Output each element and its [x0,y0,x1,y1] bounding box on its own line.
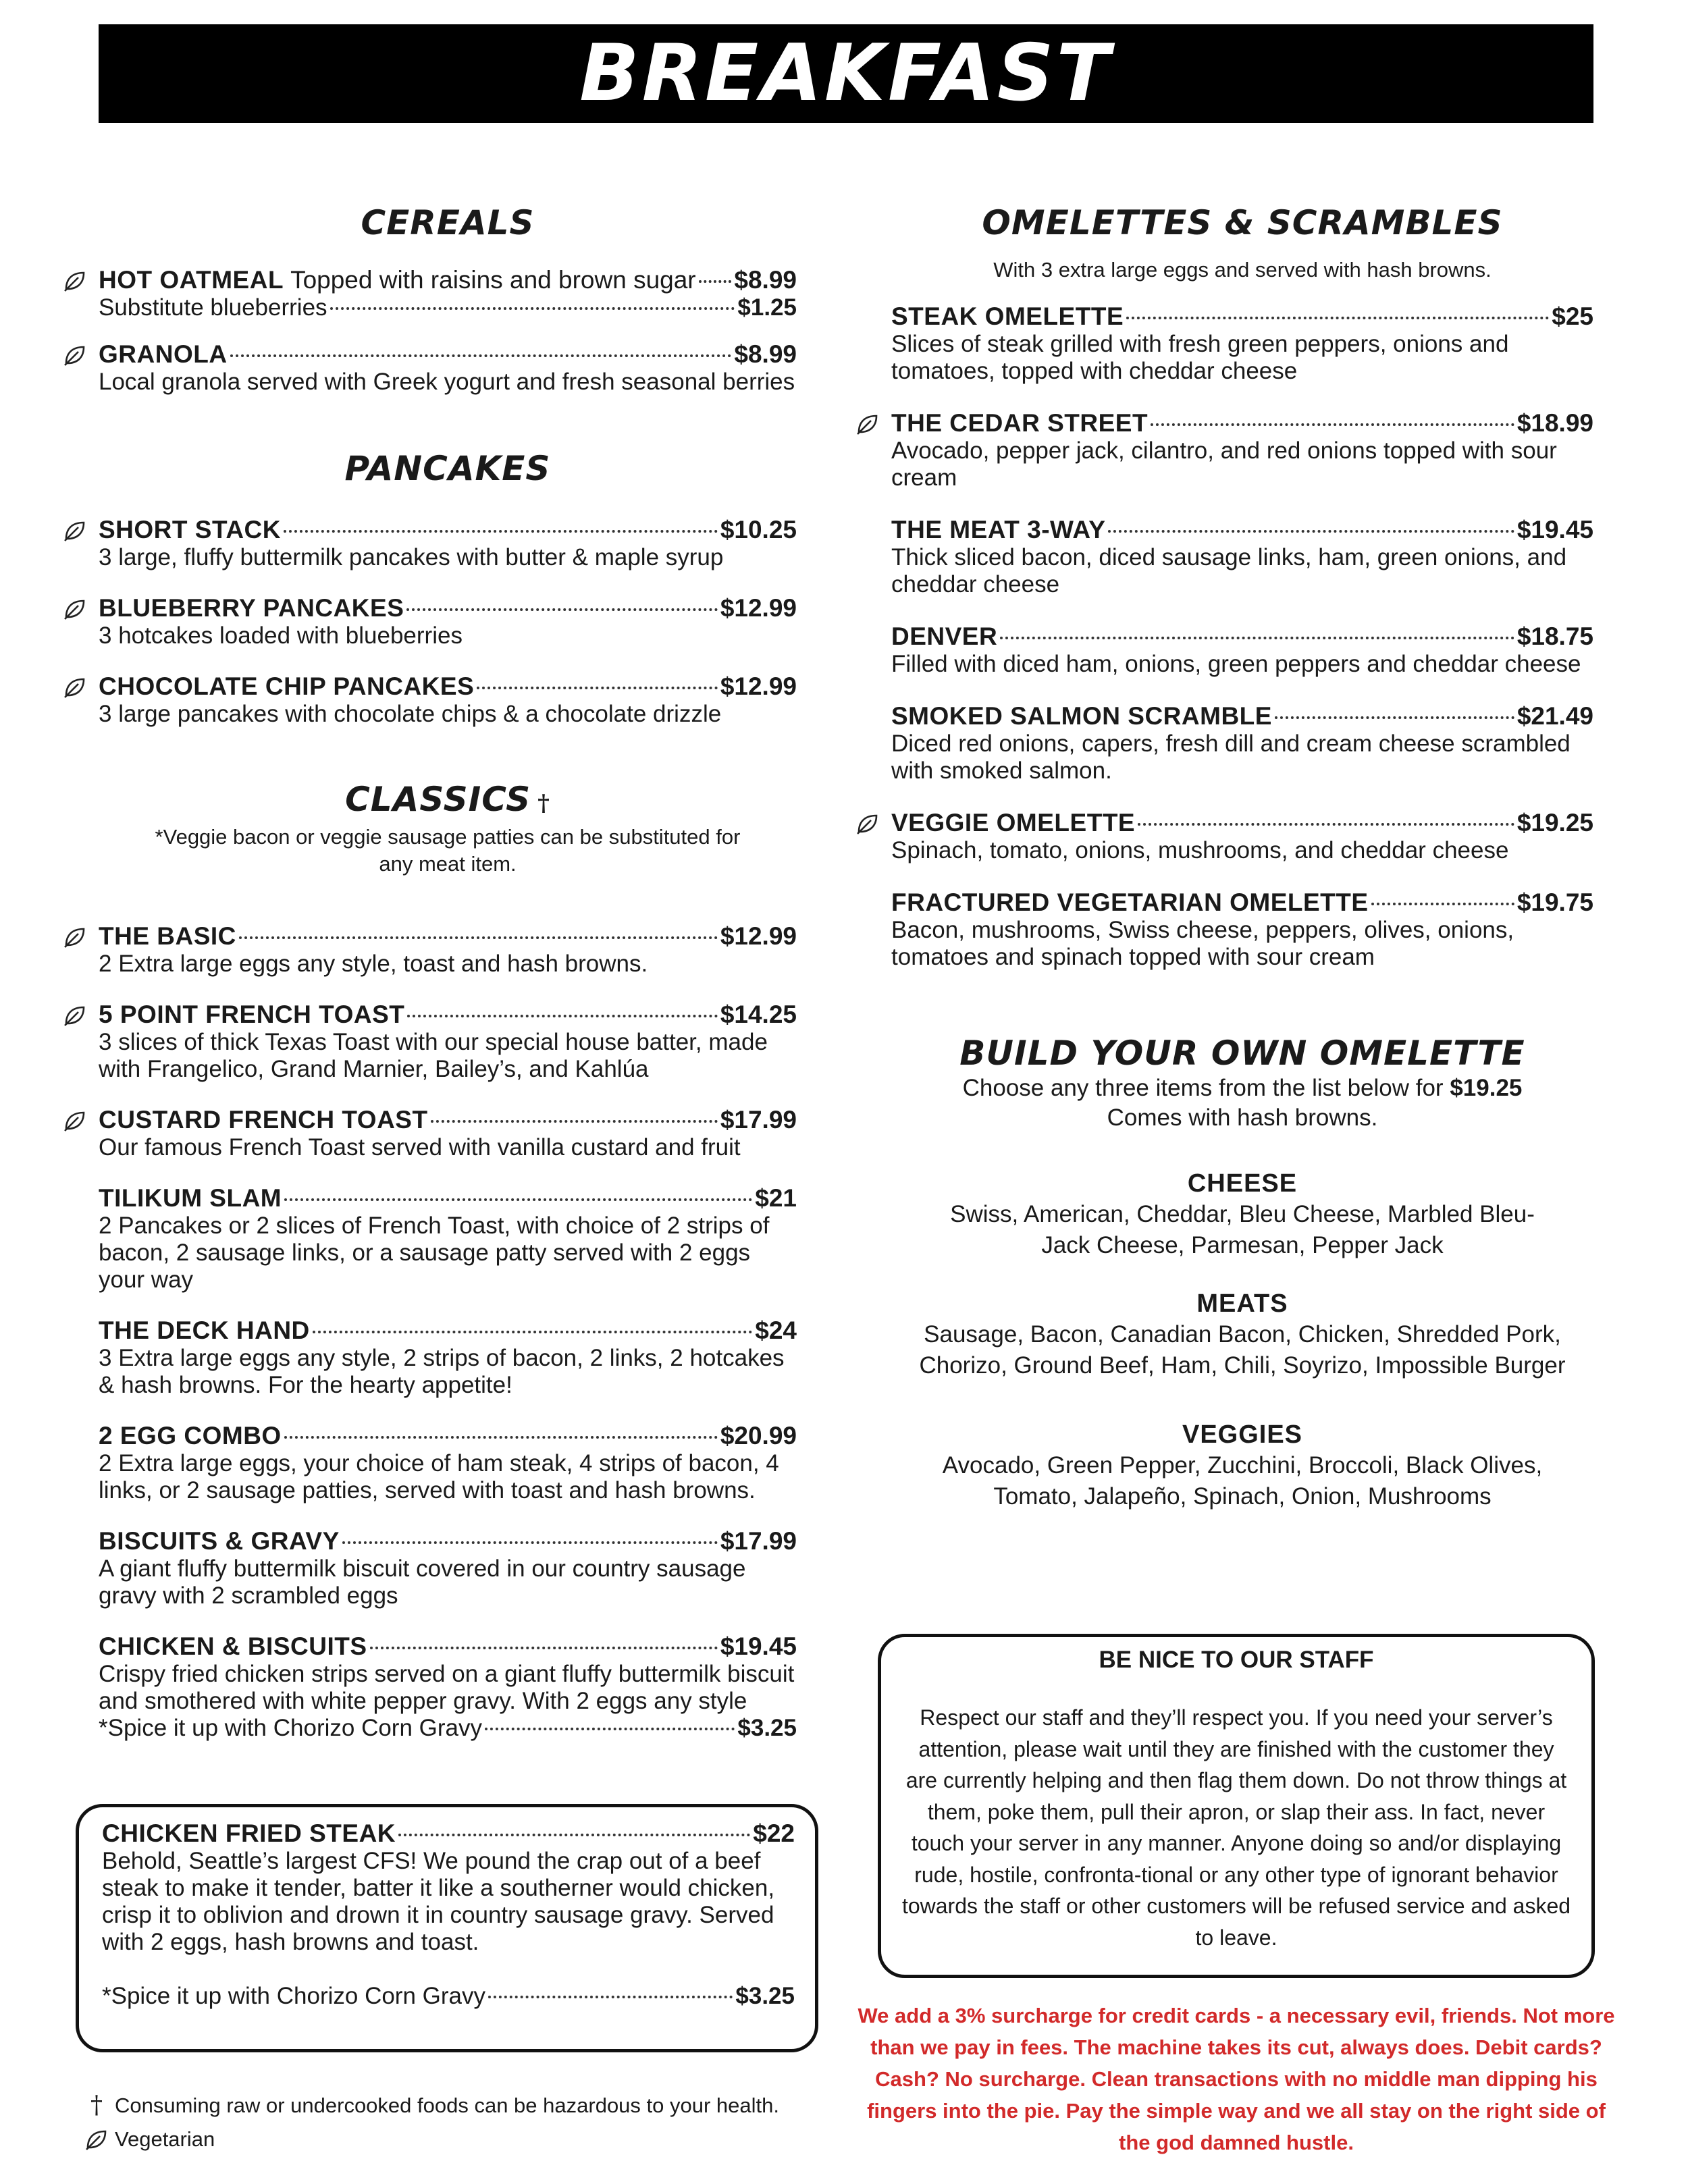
leaf-icon [63,676,86,698]
item-price: $18.99 [1516,409,1593,437]
item-price: $22 [753,1819,795,1847]
meats-list: Sausage, Bacon, Canadian Bacon, Chicken, Shredded Pork, Chorizo, Ground Beef, Ham, Chili, Soyrizo, Impossible Burger [919,1321,1566,1379]
item-name: TILIKUM SLAM [99,1184,282,1212]
menu-item [99,672,797,728]
item-desc: Bacon, mushrooms, Swiss cheese, peppers, olives, onions, tomatoes and spinach topped with sour cream [891,917,1514,970]
item-price: $17.99 [720,1106,797,1134]
menu-item [99,1106,797,1161]
menu-item [99,266,797,321]
item-sub-price: $1.25 [737,294,797,321]
left-column [99,203,797,1742]
item-sub-price: $3.25 [737,1715,797,1741]
item-name: BISCUITS & GRAVY [99,1527,340,1555]
item-desc: Behold, Seattle’s largest CFS! We pound the crap out of a beef steak to make it tender, batter it like a southerner would chicken, crisp it to oblivion and drown it in country sausage gravy. Served with 2 eggs, hash browns and toast. [102,1848,775,1955]
item-desc: 3 large, fluffy buttermilk pancakes with butter & maple syrup [99,544,724,570]
staff-notice-text: Respect our staff and they’ll respect you. If you need your server’s attention, please wait until they are finished with the customer they are currently helping and then flag them down. Do not throw things at them, poke them, pull their apron, or slap their ass. In fact, never touch your server in any manner. Anyone doing so and/or displaying rude, hostile, confronta-tional or any other type of ignorant behavior towards the staff or other customers will be refused service and asked to leave. [901,1705,1571,1950]
menu-item [891,516,1593,598]
item-price: $19.45 [1516,516,1593,543]
chicken-fried-steak-box [76,1804,818,2052]
item-name: THE MEAT 3-WAY [891,516,1106,543]
item-price: $12.99 [720,594,797,622]
classics-title-text: CLASSICS [345,780,531,819]
item-name: THE BASIC [99,922,236,950]
item-name: SHORT STACK [99,516,281,543]
menu-item [99,1316,797,1399]
menu-item [99,922,797,978]
veggies-list: Avocado, Green Pepper, Zucchini, Broccoli, Black Olives, Tomato, Jalapeño, Spinach, Onion, Mushrooms [942,1452,1543,1510]
build-intro-text: Choose any three items from the list below for [962,1075,1444,1101]
meats-heading: MEATS [1196,1289,1288,1318]
item-desc: 2 Pancakes or 2 slices of French Toast, with choice of 2 strips of bacon, 2 sausage links, or a sausage patty served with 2 eggs your way [99,1213,770,1293]
item-name: HOT OATMEAL [99,266,284,294]
item-sub-label: Substitute blueberries [99,294,327,321]
omelettes-title: OMELETTES & SCRAMBLES [982,203,1503,242]
item-desc: Filled with diced ham, onions, green peppers and cheddar cheese [891,651,1581,677]
build-omelette-title: BUILD YOUR OWN OMELETTE [959,1034,1525,1073]
build-price: $19.25 [1450,1075,1523,1101]
menu-item [99,1184,797,1294]
item-desc: 2 Extra large eggs any style, toast and hash browns. [99,951,648,977]
item-name: FRACTURED VEGETARIAN OMELETTE [891,888,1369,916]
cereals-title: CEREALS [361,203,535,242]
omelettes-note: With 3 extra large eggs and served with hash browns. [993,258,1492,282]
classics-title [99,779,797,824]
menu-item [891,809,1593,864]
item-price: $19.75 [1516,888,1593,916]
cheese-heading: CHEESE [1187,1169,1298,1198]
item-name: CHOCOLATE CHIP PANCAKES [99,672,475,700]
item-desc: Spinach, tomato, onions, mushrooms, and cheddar cheese [891,837,1509,863]
menu-item [99,340,797,396]
item-name: GRANOLA [99,340,228,368]
item-sub-label: *Spice it up with Chorizo Corn Gravy [99,1715,482,1741]
item-price: $24 [755,1316,797,1344]
menu-item [891,622,1593,678]
leaf-icon [63,270,86,292]
leaf-icon [856,813,879,834]
leaf-icon [63,598,86,620]
footnotes [85,2089,779,2156]
menu-item [99,1001,797,1083]
leaf-icon [63,1005,86,1026]
page-title: BREAKFAST [99,24,1593,123]
item-desc: Our famous French Toast served with vanilla custard and fruit [99,1134,741,1161]
menu-item [891,888,1593,971]
menu-item [99,516,797,571]
build-intro-line2: Comes with hash browns. [1107,1104,1378,1131]
item-price: $21 [755,1184,797,1212]
footnote-raw-food: Consuming raw or undercooked foods can be hazardous to your health. [115,2094,779,2117]
item-price: $20.99 [720,1422,797,1449]
item-price: $10.25 [720,516,797,543]
item-price: $12.99 [720,922,797,950]
item-desc: Slices of steak grilled with fresh green peppers, onions and tomatoes, topped with cheddar cheese [891,331,1509,384]
menu-item [891,409,1593,491]
leaf-icon [63,520,86,541]
leaf-icon [856,413,879,435]
item-price: $12.99 [720,672,797,700]
menu-item [891,302,1593,385]
staff-notice-box [878,1634,1595,1978]
cheese-list: Swiss, American, Cheddar, Bleu Cheese, Marbled Bleu-Jack Cheese, Parmesan, Pepper Jack [950,1201,1535,1258]
item-desc: Thick sliced bacon, diced sausage links, ham, green onions, and cheddar cheese [891,544,1567,597]
item-desc: 3 Extra large eggs any style, 2 strips of bacon, 2 links, 2 hotcakes & hash browns. For the hearty appetite! [99,1345,785,1398]
item-name: BLUEBERRY PANCAKES [99,594,404,622]
classics-note: *Veggie bacon or veggie sausage patties can be substituted for any meat item. [155,825,741,876]
item-desc: 2 Extra large eggs, your choice of ham steak, 4 strips of bacon, 4 links, or 2 sausage patties, served with toast and hash browns. [99,1450,779,1503]
item-price: $18.75 [1516,622,1593,650]
item-desc: 3 slices of thick Texas Toast with our special house batter, made with Frangelico, Grand Marnier, Bailey’s, and Kahlúa [99,1029,768,1082]
menu-item [99,1527,797,1609]
item-name: THE DECK HAND [99,1316,310,1344]
leaf-icon [63,344,86,366]
item-price: $17.99 [720,1527,797,1555]
item-name: CHICKEN & BISCUITS [99,1632,367,1660]
item-name: DENVER [891,622,998,650]
item-sub-label: *Spice it up with Chorizo Corn Gravy [102,1983,485,2009]
leaf-icon [63,1110,86,1131]
menu-item [99,1632,797,1742]
item-desc: 3 large pancakes with chocolate chips & a chocolate drizzle [99,701,722,727]
menu-item [99,594,797,649]
menu-item [99,1422,797,1504]
item-price: $8.99 [734,340,797,368]
item-name: CUSTARD FRENCH TOAST [99,1106,428,1134]
item-desc: A giant fluffy buttermilk biscuit covered in our country sausage gravy with 2 scrambled eggs [99,1555,746,1609]
leaf-icon [63,926,86,948]
item-desc: Crispy fried chicken strips served on a giant fluffy buttermilk biscuit and smothered with white pepper gravy. With 2 eggs any style [99,1661,795,1714]
leaf-icon [85,2129,108,2150]
build-omelette-intro [891,1073,1593,1103]
item-inline-desc: Topped with raisins and brown sugar [290,266,696,294]
item-price: $21.49 [1516,702,1593,730]
item-desc: Local granola served with Greek yogurt and fresh seasonal berries [99,369,795,395]
item-desc: Diced red onions, capers, fresh dill and cream cheese scrambled with smoked salmon. [891,730,1571,784]
item-price: $25 [1552,302,1593,330]
menu-item [891,702,1593,784]
right-column [891,203,1593,1512]
item-name: CHICKEN FRIED STEAK [102,1819,396,1847]
footnote-vegetarian: Vegetarian [115,2127,215,2151]
item-price: $19.25 [1516,809,1593,836]
item-price: $14.25 [720,1001,797,1028]
item-name: THE CEDAR STREET [891,409,1149,437]
item-name: SMOKED SALMON SCRAMBLE [891,702,1272,730]
item-desc: 3 hotcakes loaded with blueberries [99,622,463,649]
item-name: 5 POINT FRENCH TOAST [99,1001,405,1028]
dagger-symbol: † [537,790,550,817]
item-name: VEGGIE OMELETTE [891,809,1136,836]
pancakes-title: PANCAKES [344,449,551,488]
staff-notice-title: BE NICE TO OUR STAFF [1099,1647,1374,1673]
item-desc: Avocado, pepper jack, cilantro, and red onions topped with sour cream [891,437,1557,491]
item-price: $8.99 [734,266,797,294]
dagger-symbol: † [90,2092,103,2119]
surcharge-notice: We add a 3% surcharge for credit cards - a necessary evil, friends. Not more than we pay in fees. The machine takes its cut, always does. Debit cards? Cash? No surcharge. Clean transactions with no middle man dipping his fingers into the pie. Pay the simple way and we all stay on the right side of the god damned hustle. [858,2004,1615,2154]
item-name: STEAK OMELETTE [891,302,1124,330]
veggies-heading: VEGGIES [1182,1420,1303,1449]
item-sub-price: $3.25 [735,1983,795,2009]
item-name: 2 EGG COMBO [99,1422,282,1449]
item-price: $19.45 [720,1632,797,1660]
